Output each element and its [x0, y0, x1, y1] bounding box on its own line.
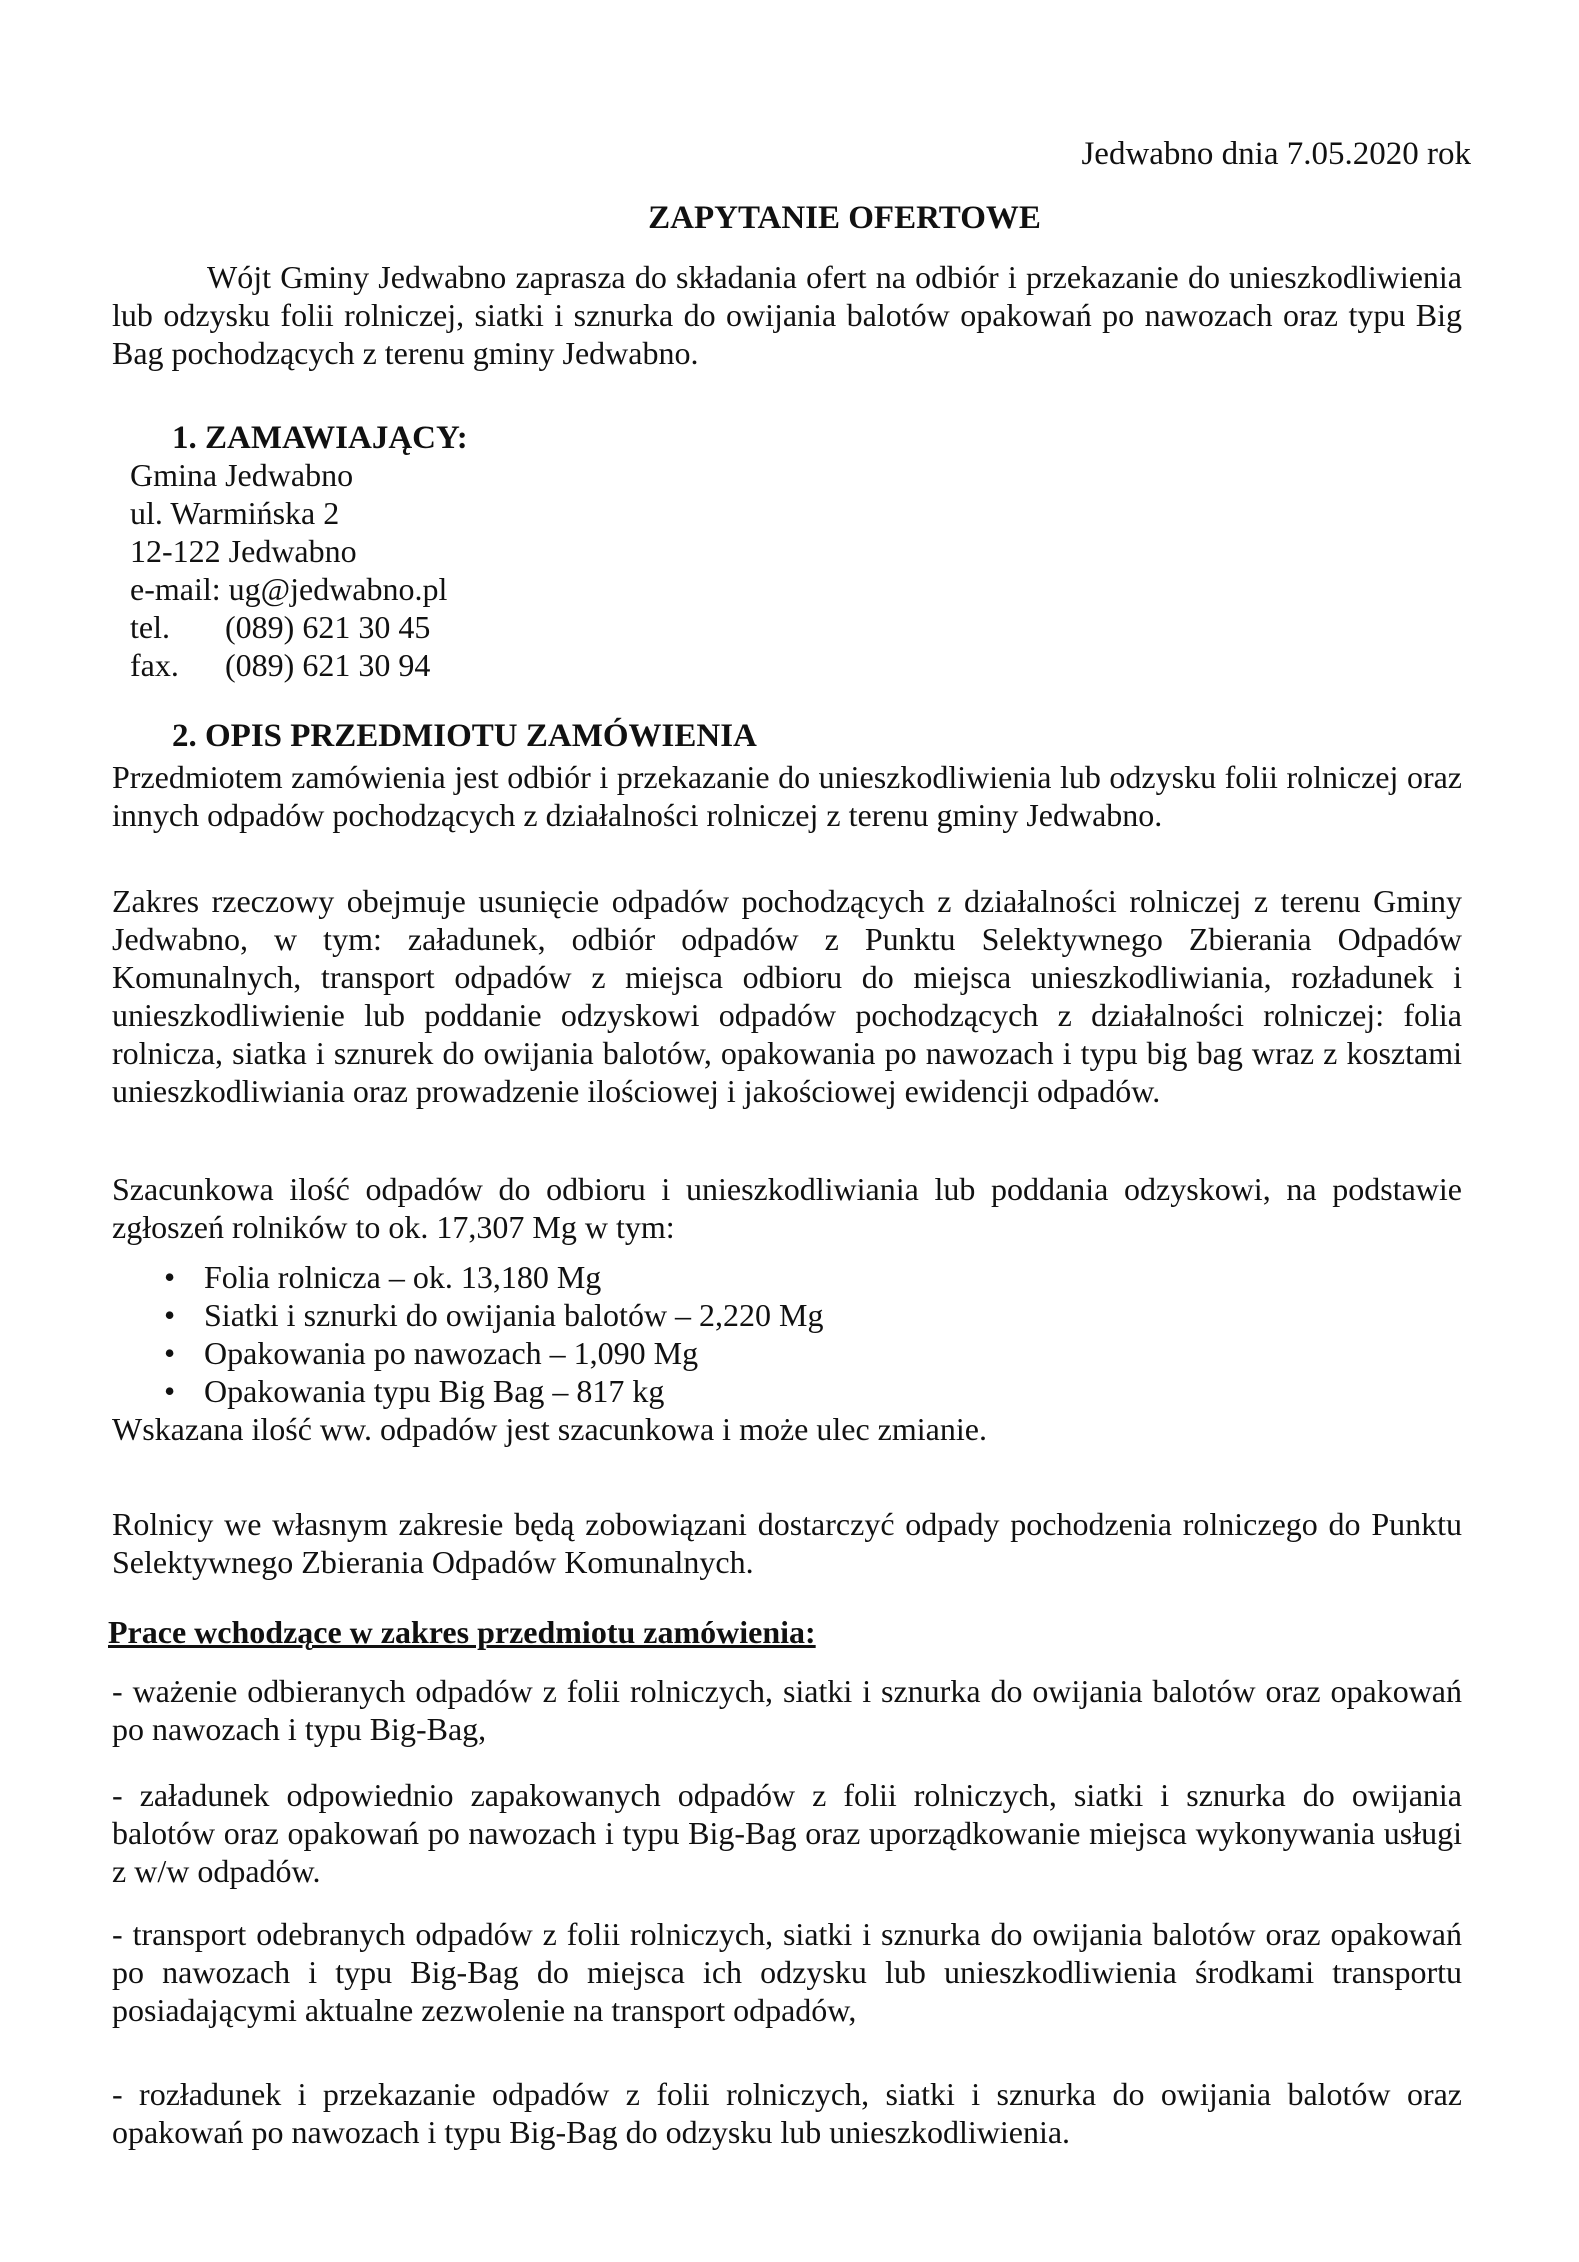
list-item-text: Folia rolnicza – ok. 13,180 Mg [204, 1259, 602, 1295]
estimate-note: Wskazana ilość ww. odpadów jest szacunkowa i może ulec zmianie. [112, 1411, 987, 1447]
fax-label: fax. [130, 647, 179, 683]
document-title: ZAPYTANIE OFERTOWE [648, 200, 1041, 236]
tel-label: tel. [130, 609, 170, 645]
waste-quantity-list [160, 1258, 824, 1410]
farmers-paragraph: Rolnicy we własnym zakresie będą zobowiązani dostarczyć odpady pochodzenia rolniczego do Punktu Selektywnego Zbierania Odpadów Komunalnych. [112, 1506, 1462, 1580]
list-item-text: Opakowania po nawozach – 1,090 Mg [204, 1335, 699, 1371]
bullet-icon: • [164, 1373, 176, 1409]
fax-value: (089) 621 30 94 [225, 647, 431, 683]
contact-street: ul. Warmińska 2 [130, 495, 340, 531]
list-item [160, 1372, 824, 1410]
bullet-icon: • [164, 1297, 176, 1333]
intro-paragraph: Wójt Gminy Jedwabno zaprasza do składania ofert na odbiór i przekazanie do unieszkodliwienia lub odzysku folii rolniczej, siatki i sznurka do owijania balotów opakowań po nawozach oraz typu Big Bag pochodzących z terenu gminy Jedwabno. [112, 259, 1462, 371]
list-item [160, 1334, 824, 1372]
list-item [160, 1296, 824, 1334]
work-item: - ważenie odbieranych odpadów z folii rolniczych, siatki i sznurka do owijania balotów oraz opakowań po nawozach i typu Big-Bag, [112, 1673, 1462, 1747]
bullet-icon: • [164, 1335, 176, 1371]
scope-paragraph: Zakres rzeczowy obejmuje usunięcie odpadów pochodzących z działalności rolniczej z terenu Gminy Jedwabno, w tym: załadunek, odbiór odpadów z Punktu Selektywnego Zbierania Odpadów Komunalnych, transport odpadów z miejsca odbioru do miejsca unieszkodliwiania, rozładunek i unieszkodliwienie lub poddanie odzyskowi odpadów pochodzących z działalności rolniczej: folia rolnicza, siatka i sznurek do owijania balotów, opakowania po nawozach i typu big bag wraz z kosztami unieszkodliwiania oraz prowadzenie ilościowej i jakościowej ewidencji odpadów. [112, 883, 1462, 1109]
contact-name: Gmina Jedwabno [130, 457, 354, 493]
list-item [160, 1258, 824, 1296]
works-heading: Prace wchodzące w zakres przedmiotu zamówienia: [108, 1614, 816, 1650]
contact-email[interactable]: e-mail: ug@jedwabno.pl [130, 571, 448, 607]
contact-block [130, 456, 447, 684]
bullet-icon: • [164, 1259, 176, 1295]
estimate-paragraph: Szacunkowa ilość odpadów do odbioru i unieszkodliwiania lub poddania odzyskowi, na podstawie zgłoszeń rolników to ok. 17,307 Mg w tym: [112, 1171, 1462, 1245]
work-item: - rozładunek i przekazanie odpadów z folii rolniczych, siatki i sznurka do owijania balotów oraz opakowań po nawozach i typu Big-Bag do odzysku lub unieszkodliwienia. [112, 2076, 1462, 2150]
list-item-text: Siatki i sznurki do owijania balotów – 2,220 Mg [204, 1297, 824, 1333]
section-2-heading: 2. OPIS PRZEDMIOTU ZAMÓWIENIA [172, 718, 757, 754]
contact-city: 12-122 Jedwabno [130, 533, 357, 569]
order-subject-paragraph: Przedmiotem zamówienia jest odbiór i przekazanie do unieszkodliwienia lub odzysku folii rolniczej oraz innych odpadów pochodzących z działalności rolniczej z terenu gminy Jedwabno. [112, 759, 1462, 833]
work-item: - załadunek odpowiednio zapakowanych odpadów z folii rolniczych, siatki i sznurka do owijania balotów oraz opakowań po nawozach i typu Big-Bag oraz uporządkowanie miejsca wykonywania usługi z w/w odpadów. [112, 1777, 1462, 1889]
tel-value: (089) 621 30 45 [225, 609, 431, 645]
work-item: - transport odebranych odpadów z folii rolniczych, siatki i sznurka do owijania balotów oraz opakowań po nawozach i typu Big-Bag do miejsca ich odzysku lub unieszkodliwienia środkami transportu posiadającymi aktualne zezwolenie na transport odpadów, [112, 1916, 1462, 2028]
list-item-text: Opakowania typu Big Bag – 817 kg [204, 1373, 665, 1409]
contact-fax [130, 646, 447, 684]
contact-tel [130, 608, 447, 646]
section-1-heading: 1. ZAMAWIAJĄCY: [172, 420, 468, 456]
document-date: Jedwabno dnia 7.05.2020 rok [1081, 136, 1471, 172]
